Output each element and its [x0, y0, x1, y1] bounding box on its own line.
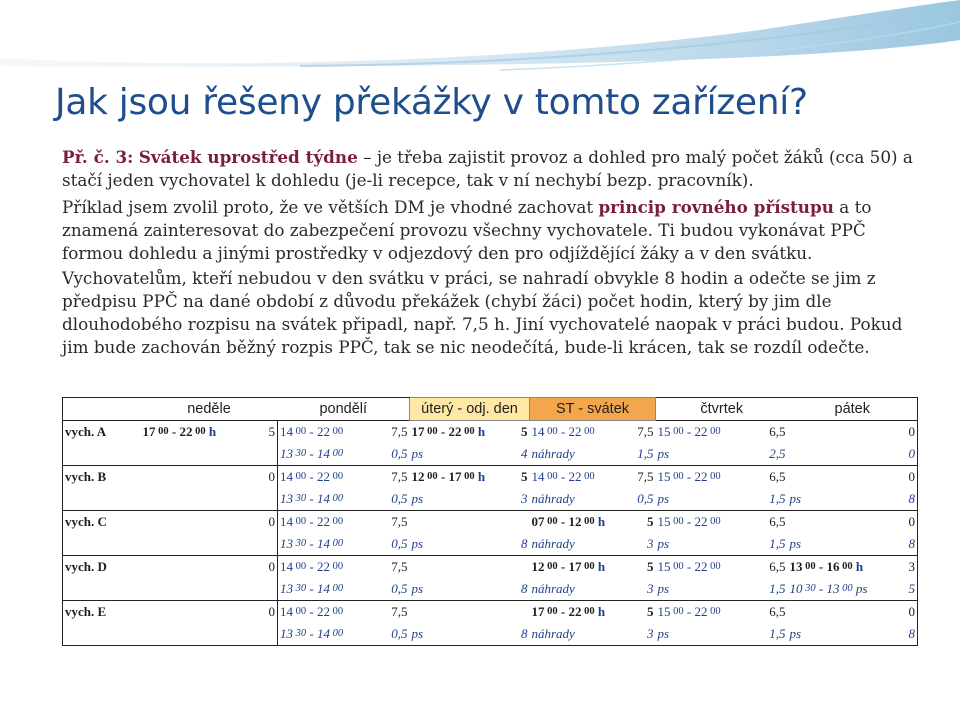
table-cell — [141, 556, 256, 579]
example-label: Př. č. 3: — [62, 147, 134, 167]
table-cell: 6,5 — [756, 556, 788, 579]
table-cell: 07 00 - 12 00 h — [530, 511, 626, 534]
table-cell: 15 00 - 22 00 — [656, 601, 756, 624]
row-label: vych. D — [63, 556, 141, 579]
table-cell: 0 — [256, 511, 278, 534]
row-label: vych. E — [63, 601, 141, 624]
table-cell: náhrady — [531, 536, 575, 551]
table-cell: 1,5 — [769, 536, 786, 551]
table-row — [63, 421, 918, 444]
table-cell — [788, 511, 884, 534]
paragraph-compensation: Vychovatelům, kteří nebudou v den svátku v práci, se nahradí obvykle 8 hodin a odečte se jim z předpisu PPČ na dané období z důvodu překážek (chybí žáci) počet hodin, který by jim dle dlouhodobého rozpisu na svátek připadl, např. 7,5 h. Jiní vychovatelé naopak v práci budou. Pokud jim bude zachován běžný rozpis PPČ, tak se nic neodečítá, bude-li krácen, tak se rozdíl odečte. — [62, 268, 903, 357]
day-header: pátek — [788, 398, 918, 421]
table-cell — [141, 443, 256, 466]
table-cell: 8 — [884, 623, 918, 646]
table-cell — [256, 533, 278, 556]
table-row — [63, 623, 918, 646]
body-text — [62, 146, 922, 359]
table-cell — [141, 578, 256, 601]
table-cell: 15 00 - 22 00 — [656, 466, 756, 489]
row-label — [63, 533, 141, 556]
row-label — [63, 443, 141, 466]
table-cell: náhrady — [531, 491, 575, 506]
principle-text-b: a to znamená zainteresovat do zabezpečení provozu všechny vychovatele. Ti budou vykonávat PPČ formou dohledu a jinými prostředky v odjezdový den pro odjíždějící žáky a v den svátku. — [62, 197, 872, 263]
table-cell: 1,5 — [769, 581, 786, 596]
table-row — [63, 601, 918, 624]
row-label — [63, 623, 141, 646]
table-cell: 14 00 - 22 00 — [278, 511, 370, 534]
table-cell: 1,5 — [756, 623, 788, 646]
example-heading: Svátek uprostřed týdne — [138, 147, 358, 167]
table-cell — [410, 601, 500, 624]
table-cell: ps — [657, 491, 670, 506]
table-cell: 6,5 — [756, 601, 788, 624]
table-cell: 6,5 — [756, 421, 788, 444]
table-cell: ps — [411, 491, 424, 506]
table-cell: ps — [657, 581, 670, 596]
table-cell — [141, 623, 256, 646]
table-cell: 0,5 — [391, 446, 408, 461]
table-cell: ps — [657, 446, 670, 461]
table-cell: ps — [411, 446, 424, 461]
table-cell — [141, 466, 256, 489]
table-cell: 13 30 - 14 00 — [278, 488, 370, 511]
table-cell: 5 — [626, 511, 656, 534]
example-text: – je třeba zajistit provoz a dohled pro malý počet žáků (cca 50) a stačí jeden vychovatel k dohledu (je-li recepce, tak v ní nechybí bezp. pracovník). — [62, 147, 913, 190]
paragraph-example — [62, 146, 922, 192]
table-cell: 7,5 — [626, 421, 656, 444]
table-row — [63, 578, 918, 601]
header-blank — [63, 398, 141, 421]
table-cell: 0 — [256, 556, 278, 579]
table-cell: 14 00 - 22 00 — [530, 421, 626, 444]
table-cell — [788, 601, 884, 624]
table-cell: 15 00 - 22 00 — [656, 421, 756, 444]
table-row — [63, 488, 918, 511]
table-cell: ps — [657, 536, 670, 551]
table-cell: 0 — [884, 511, 918, 534]
table-cell: 0 — [884, 601, 918, 624]
table-cell: 17 00 - 22 00 h — [141, 421, 256, 444]
table-cell: 0 — [884, 466, 918, 489]
table-cell: 5 — [256, 421, 278, 444]
table-cell: 8 — [500, 623, 530, 646]
table-cell: 13 30 - 14 00 — [278, 578, 370, 601]
row-label — [63, 578, 141, 601]
row-label: vych. B — [63, 466, 141, 489]
table-cell: 4 — [521, 446, 528, 461]
table-row — [63, 443, 918, 466]
header-row — [63, 398, 918, 421]
table-cell: 8 — [521, 581, 528, 596]
row-label — [63, 488, 141, 511]
table-cell: 5 — [500, 421, 530, 444]
table-row — [63, 556, 918, 579]
table-cell: 14 00 - 22 00 — [530, 466, 626, 489]
day-header: pondělí — [278, 398, 410, 421]
table-cell: 3 — [647, 536, 654, 551]
row-label: vych. C — [63, 511, 141, 534]
table-cell: náhrady — [531, 581, 575, 596]
table-cell: 1,5 — [769, 491, 786, 506]
table-cell — [788, 443, 884, 466]
table-cell: 12 00 - 17 00 h — [410, 466, 500, 489]
table-cell: 3 — [647, 581, 654, 596]
day-header: neděle — [141, 398, 278, 421]
table-cell: 8 — [884, 488, 918, 511]
table-cell — [500, 511, 530, 534]
table-cell: 3 — [626, 623, 656, 646]
table-cell: 14 00 - 22 00 — [278, 421, 370, 444]
table-cell — [410, 556, 500, 579]
table-cell: ps — [789, 491, 802, 506]
table-cell — [141, 511, 256, 534]
table-cell — [141, 488, 256, 511]
table-cell: 7,5 — [370, 511, 410, 534]
table-cell: 17 00 - 22 00 h — [530, 601, 626, 624]
table-cell: 8 — [884, 533, 918, 556]
table-cell: 13 30 - 14 00 — [278, 443, 370, 466]
paragraph-principle — [62, 196, 922, 265]
table-cell: 15 00 - 22 00 — [656, 511, 756, 534]
table-cell: ps — [789, 536, 802, 551]
day-header: úterý - odj. den — [410, 398, 530, 421]
table-cell: 13 30 - 14 00 — [278, 623, 370, 646]
table-cell: 0 — [884, 443, 918, 466]
table-row — [63, 466, 918, 489]
table-cell: 7,5 — [370, 556, 410, 579]
table-cell: 13 00 - 16 00 h — [788, 556, 884, 579]
table-cell: 7,5 — [370, 466, 410, 489]
table-cell: 0,5 — [391, 536, 408, 551]
table-cell: 0 — [256, 601, 278, 624]
table-cell: ps — [411, 581, 424, 596]
table-cell: náhrady — [531, 446, 575, 461]
page-title: Jak jsou řešeny překážky v tomto zařízení? — [55, 82, 808, 123]
table-cell — [141, 533, 256, 556]
table-cell: 15 00 - 22 00 — [656, 556, 756, 579]
table-cell: 0 — [256, 466, 278, 489]
table-row — [63, 533, 918, 556]
table-cell: 5 — [626, 601, 656, 624]
table-cell: 5 — [500, 466, 530, 489]
table-cell — [256, 443, 278, 466]
table-cell — [256, 623, 278, 646]
table-cell — [410, 511, 500, 534]
principle-text-a: Příklad jsem zvolil proto, že ve větších DM je vhodné zachovat — [62, 197, 599, 217]
table-cell: 14 00 - 22 00 — [278, 601, 370, 624]
table-cell: 12 00 - 17 00 h — [530, 556, 626, 579]
table-cell: 3 — [521, 491, 528, 506]
principle-highlight: princip rovného přístupu — [598, 197, 834, 217]
table-cell: 6,5 — [756, 511, 788, 534]
decorative-swoosh — [0, 0, 960, 80]
table-cell: 10 30 - 13 00 ps — [789, 581, 868, 596]
table-cell — [500, 556, 530, 579]
table-cell: 0,5 — [370, 623, 410, 646]
table-cell: 1,5 — [637, 446, 654, 461]
table-cell: 3 — [884, 556, 918, 579]
table-cell: 14 00 - 22 00 — [278, 466, 370, 489]
table-cell: 0,5 — [391, 581, 408, 596]
table-cell: 5 — [626, 556, 656, 579]
table-cell: 8 — [521, 536, 528, 551]
table-cell: 2,5 — [769, 446, 786, 461]
table-cell: ps — [788, 623, 884, 646]
table-cell — [788, 421, 884, 444]
table-cell: 17 00 - 22 00 h — [410, 421, 500, 444]
row-label: vych. A — [63, 421, 141, 444]
table-cell: 0,5 — [637, 491, 654, 506]
table-cell: 0 — [884, 421, 918, 444]
schedule-table — [62, 397, 918, 646]
table-cell: náhrady — [530, 623, 626, 646]
table-cell — [141, 601, 256, 624]
table-cell: 7,5 — [370, 601, 410, 624]
table-row — [63, 511, 918, 534]
table-cell — [256, 488, 278, 511]
day-header: ST - svátek — [530, 398, 656, 421]
table-cell: 7,5 — [370, 421, 410, 444]
table-cell: 6,5 — [756, 466, 788, 489]
table-cell: 5 — [884, 578, 918, 601]
table-cell: 13 30 - 14 00 — [278, 533, 370, 556]
table-cell — [500, 601, 530, 624]
table-cell: 0,5 — [391, 491, 408, 506]
table-cell: ps — [410, 623, 500, 646]
table-cell: ps — [411, 536, 424, 551]
table-cell: 7,5 — [626, 466, 656, 489]
table-cell: 14 00 - 22 00 — [278, 556, 370, 579]
table-cell — [256, 578, 278, 601]
table-cell: ps — [656, 623, 756, 646]
day-header: čtvrtek — [656, 398, 788, 421]
table-cell — [788, 466, 884, 489]
